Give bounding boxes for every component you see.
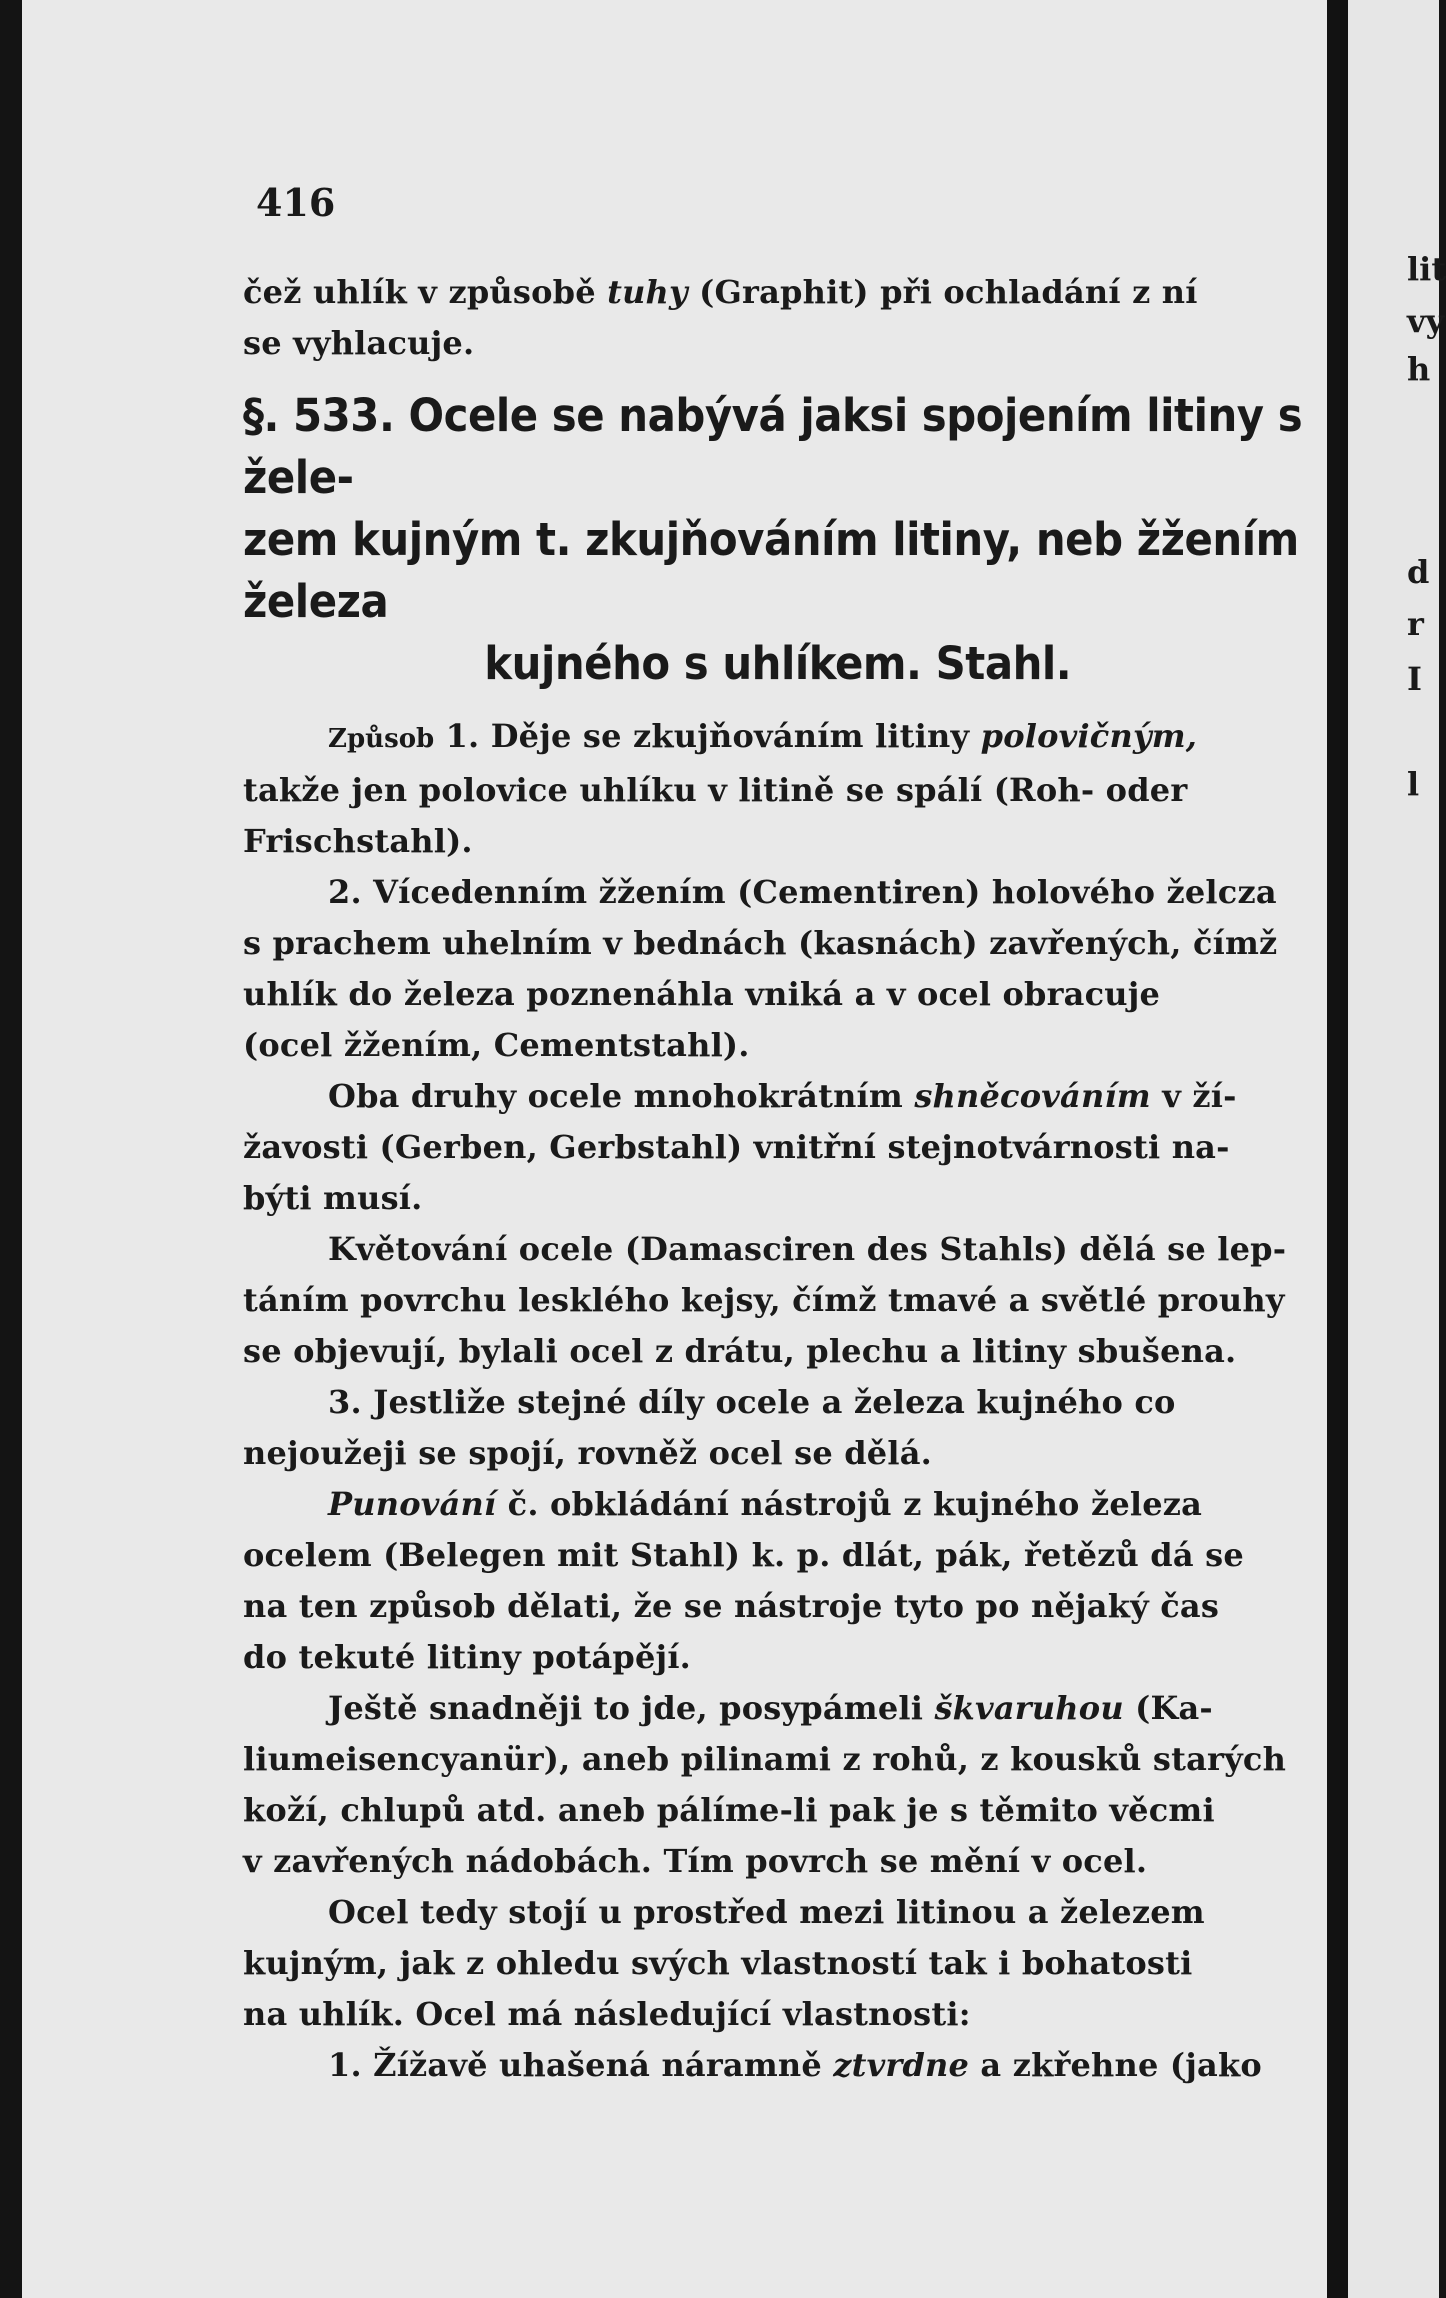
adjacent-text-fragment: vy bbox=[1407, 302, 1445, 340]
emphasis-term: škvaruhou bbox=[934, 1689, 1124, 1727]
text-line: se objevují, bylali ocel z drátu, plechu a litiny sbušena. bbox=[243, 1332, 1237, 1370]
section-heading-line: kujného s uhlíkem. Stahl. bbox=[484, 637, 1072, 690]
text-line: Frischstahl). bbox=[243, 822, 473, 860]
text-line: Punování č. obkládání nástrojů z kujného železa bbox=[328, 1485, 1203, 1523]
text-line: kujným, jak z ohledu svých vlastností tak i bohatosti bbox=[243, 1944, 1193, 1982]
text-line: (ocel žžením, Cementstahl). bbox=[243, 1026, 750, 1064]
text-line: liumeisencyanür), aneb pilinami z rohů, z kousků starých bbox=[243, 1740, 1287, 1778]
text-line: žavosti (Gerben, Gerbstahl) vnitřní stejnotvárnosti na- bbox=[243, 1128, 1230, 1166]
adjacent-text-fragment: lit bbox=[1407, 250, 1446, 288]
text-line: Ocel tedy stojí u prostřed mezi litinou a železem bbox=[328, 1893, 1205, 1931]
text-line: takže jen polovice uhlíku v litině se spálí (Roh- oder bbox=[243, 771, 1188, 809]
text-line: ocelem (Belegen mit Stahl) k. p. dlát, pák, řetězů dá se bbox=[243, 1536, 1244, 1574]
text-line: Květování ocele (Damasciren des Stahls) dělá se lep- bbox=[328, 1230, 1287, 1268]
adjacent-page-edge bbox=[1348, 0, 1446, 2298]
text-line: Způsob 1. Děje se zkujňováním litiny polovičným, bbox=[328, 717, 1198, 755]
text-line: býti musí. bbox=[243, 1179, 423, 1217]
adjacent-text-fragment: h bbox=[1407, 350, 1431, 388]
text-line: 3. Jestliže stejné díly ocele a železa kujného co bbox=[328, 1383, 1176, 1421]
text-line: 1. Žížavě uhašená náramně ztvrdne a zkřehne (jako bbox=[328, 2046, 1262, 2084]
text-line: uhlík do železa poznenáhla vniká a v ocel obracuje bbox=[243, 975, 1161, 1013]
text-line: táním povrchu lesklého kejsy, čímž tmavé a světlé prouhy bbox=[243, 1281, 1285, 1319]
emphasis-term: Punování bbox=[328, 1485, 497, 1523]
page-gutter bbox=[1327, 0, 1348, 2298]
text-line: koží, chlupů atd. aneb pálíme-li pak je s těmito věcmi bbox=[243, 1791, 1215, 1829]
adjacent-text-fragment: I bbox=[1407, 660, 1422, 698]
section-heading-line: §. 533. Ocele se nabývá jaksi spojením litiny s žele- bbox=[243, 389, 1303, 504]
page-content bbox=[243, 180, 1308, 2091]
page-number: 416 bbox=[256, 180, 336, 225]
section-heading-line: zem kujným t. zkujňováním litiny, neb žžením železa bbox=[243, 513, 1299, 628]
method-label: Způsob bbox=[328, 724, 435, 754]
text-line: Oba druhy ocele mnohokrátním shněcováním v ží- bbox=[328, 1077, 1237, 1115]
adjacent-text-fragment: l bbox=[1407, 765, 1420, 803]
text-line: v zavřených nádobách. Tím povrch se mění v ocel. bbox=[243, 1842, 1148, 1880]
text-line: čež uhlík v způsobě tuhy (Graphit) při ochladání z ní bbox=[243, 273, 1198, 311]
text-line: na uhlík. Ocel má následující vlastnosti: bbox=[243, 1995, 971, 2033]
text-line: nejoužeji se spojí, rovněž ocel se dělá. bbox=[243, 1434, 932, 1472]
emphasis-term: tuhy bbox=[607, 273, 688, 311]
text-line: Ještě snadněji to jde, posypámeli škvaruhou (Ka- bbox=[328, 1689, 1213, 1727]
emphasis-term: polovičným, bbox=[980, 717, 1198, 755]
adjacent-text-fragment: r bbox=[1407, 605, 1424, 643]
book-page bbox=[22, 0, 1327, 2298]
emphasis-term: shněcováním bbox=[914, 1077, 1151, 1115]
adjacent-text-fragment: d bbox=[1407, 553, 1430, 591]
text-line: na ten způsob dělati, že se nástroje tyto po nějaký čas bbox=[243, 1587, 1220, 1625]
emphasis-term: ztvrdne bbox=[833, 2046, 970, 2084]
text-line: do tekuté litiny potápějí. bbox=[243, 1638, 692, 1676]
text-line: s prachem uhelním v bednách (kasnách) zavřených, čímž bbox=[243, 924, 1278, 962]
text-line: 2. Vícedenním žžením (Cementiren) holového želcza bbox=[328, 873, 1277, 911]
text-line: se vyhlacuje. bbox=[243, 324, 475, 362]
